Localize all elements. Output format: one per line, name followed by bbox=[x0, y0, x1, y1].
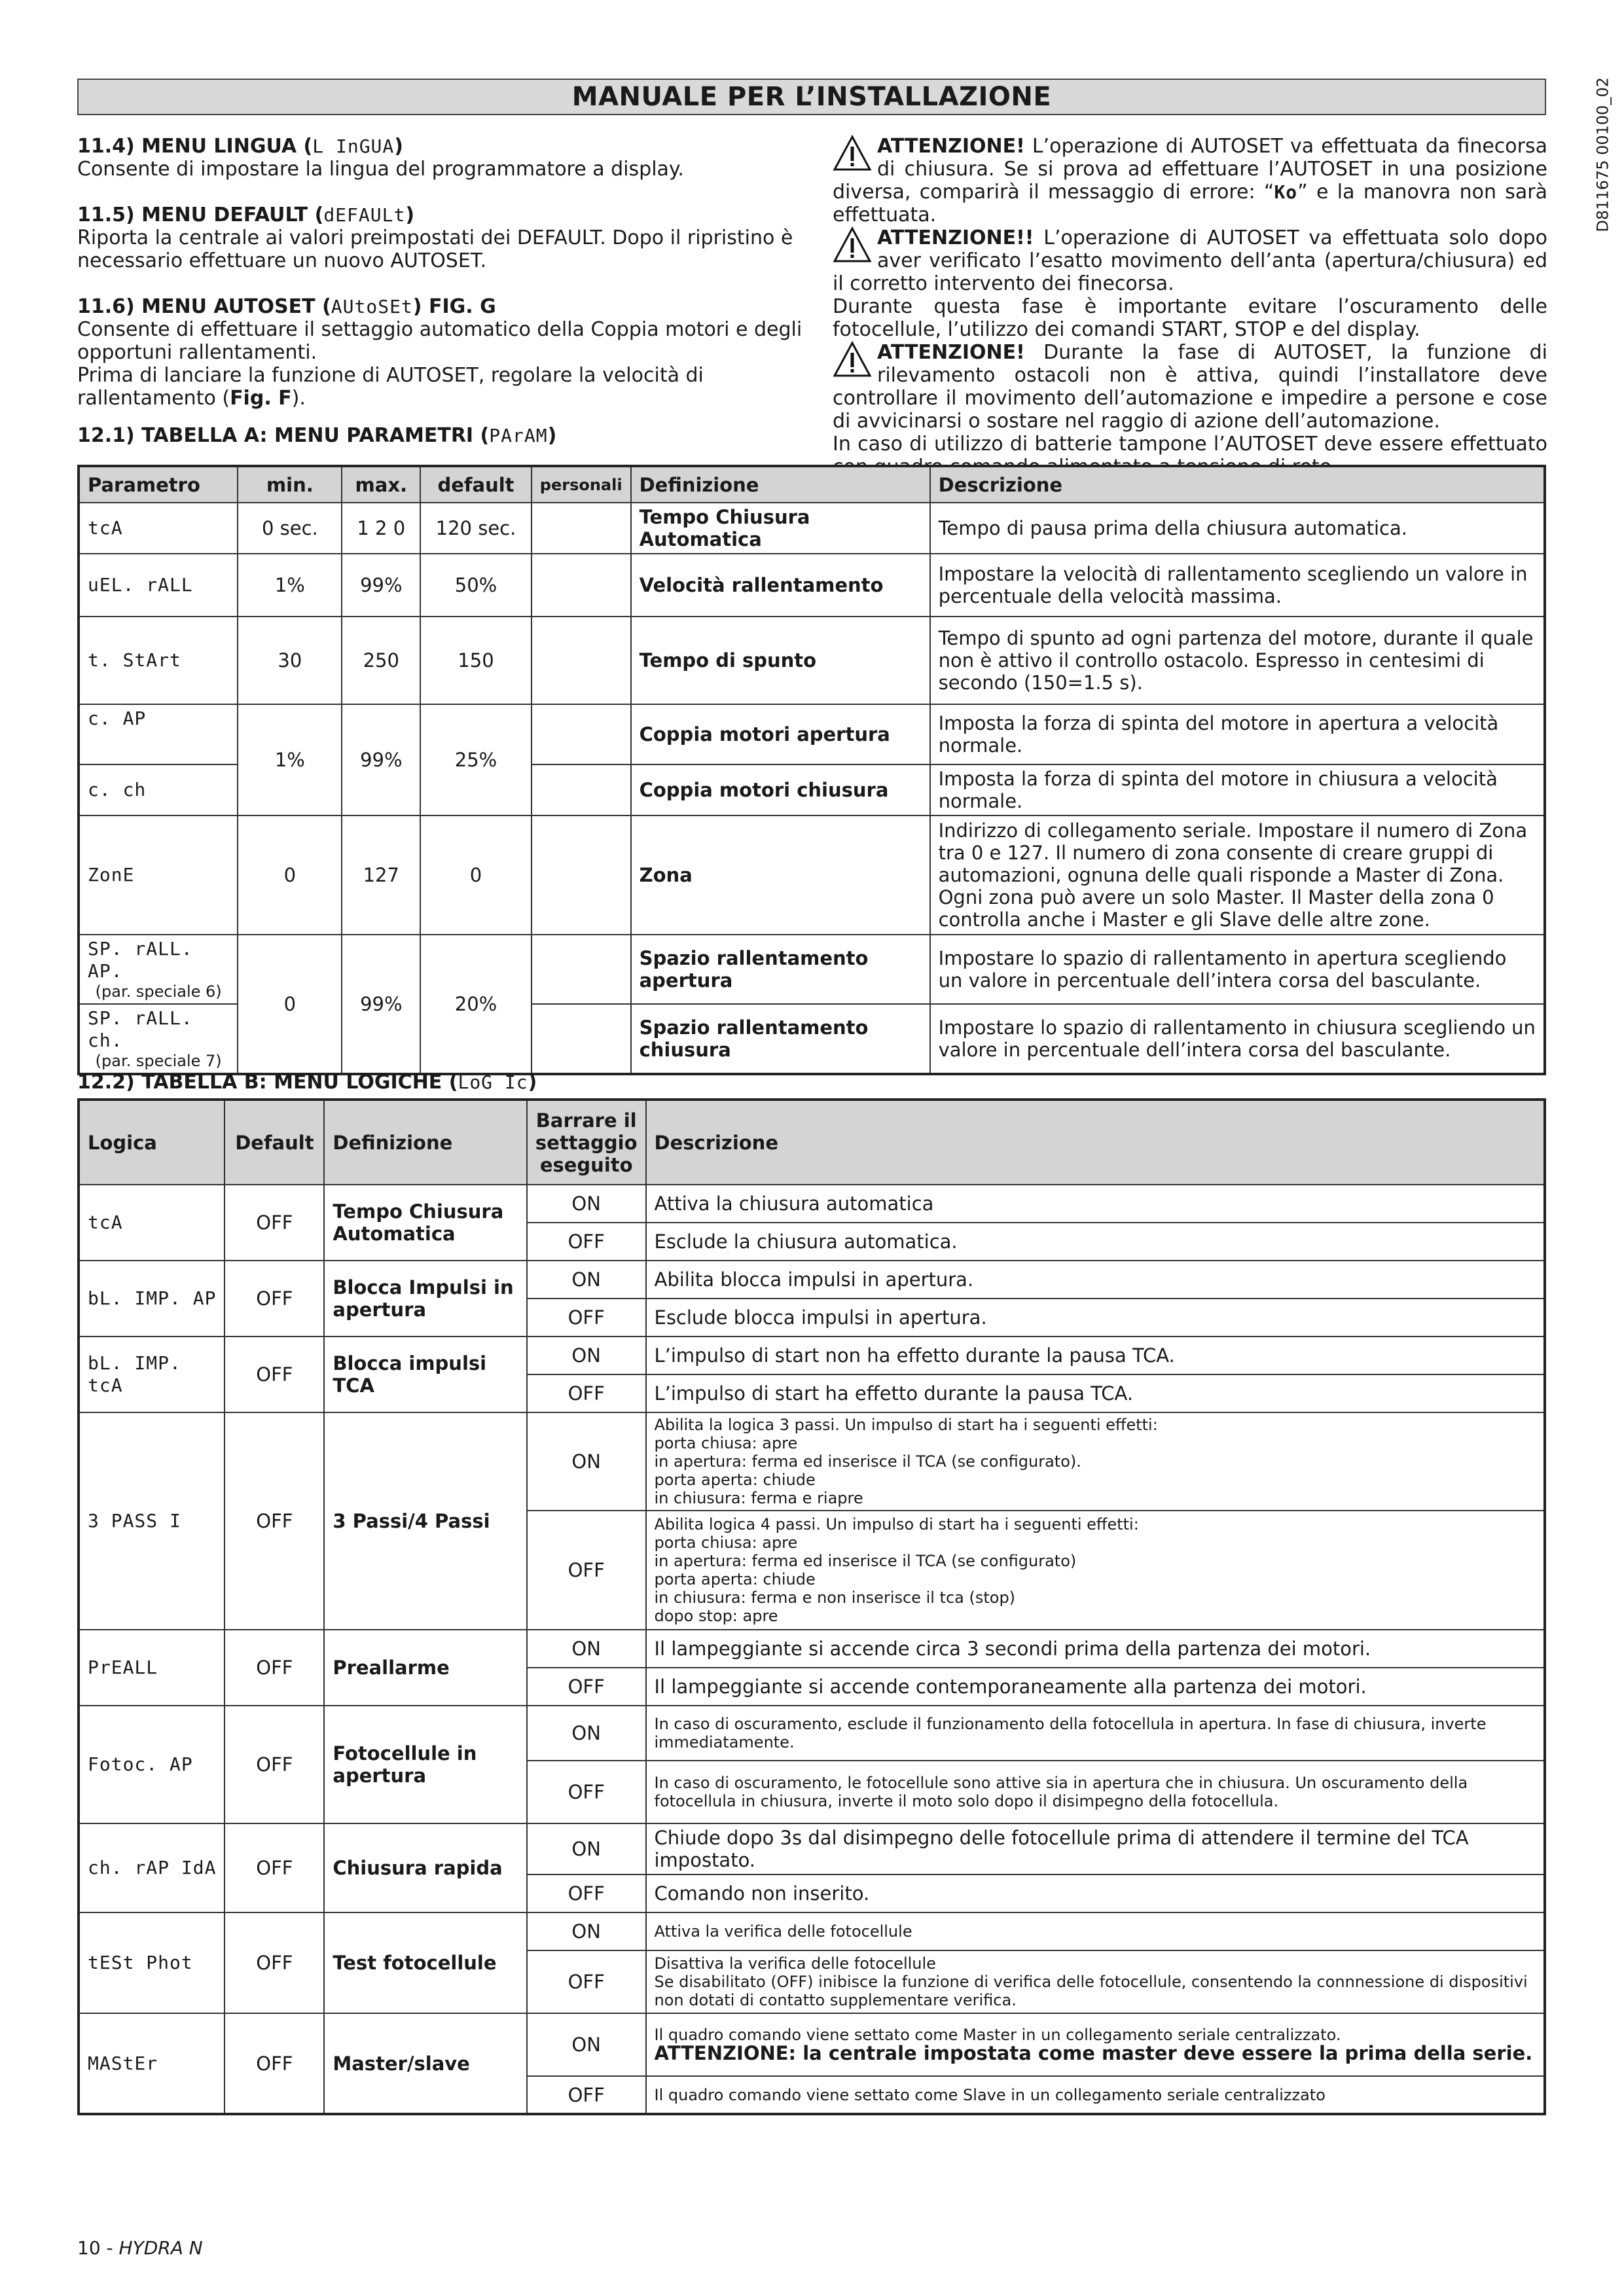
option-off[interactable]: OFF bbox=[527, 1950, 646, 2013]
logic-definition: Blocca Impulsi in apertura bbox=[324, 1261, 527, 1336]
table-row bbox=[79, 554, 1545, 617]
option-on[interactable]: ON bbox=[527, 1412, 646, 1511]
table-row bbox=[79, 1412, 1545, 1511]
logic-code: Fotoc. AP bbox=[79, 1706, 225, 1823]
param-max: 127 bbox=[342, 816, 420, 935]
table-row bbox=[79, 2013, 1545, 2076]
param-definition: Zona bbox=[631, 816, 930, 935]
header-descrizione: Descrizione bbox=[930, 466, 1545, 503]
table-b-logics bbox=[77, 1098, 1546, 2115]
table-row bbox=[79, 1261, 1545, 1299]
logic-default: OFF bbox=[225, 2013, 324, 2114]
param-max: 250 bbox=[342, 617, 420, 704]
param-definition: Tempo di spunto bbox=[631, 617, 930, 704]
param-max: 99% bbox=[342, 935, 420, 1074]
description-text: L’impulso di start non ha effetto durante la pausa TCA. bbox=[654, 1344, 1175, 1367]
description-text: Comando non inserito. bbox=[654, 1882, 870, 1905]
table-row bbox=[79, 1336, 1545, 1374]
param-personal[interactable] bbox=[532, 554, 631, 617]
logic-default: OFF bbox=[225, 1912, 324, 2013]
param-definition: Coppia motori apertura bbox=[631, 704, 930, 764]
option-off-description bbox=[646, 1950, 1545, 2013]
param-code: SP. rALL. ch. bbox=[88, 1007, 193, 1051]
section-11-6-title: 11.6) MENU AUTOSET (AUtoSEt) FIG. G bbox=[77, 295, 496, 318]
header-definizione: Definizione bbox=[631, 466, 930, 503]
table-row bbox=[79, 704, 1545, 764]
logic-definition: Blocca impulsi TCA bbox=[324, 1336, 527, 1412]
logic-definition: Preallarme bbox=[324, 1630, 527, 1706]
logic-code: tcA bbox=[79, 1185, 225, 1261]
param-description: Impostare lo spazio di rallentamento in apertura scegliendo un valore in percentuale dell’intera corsa del basculante. bbox=[930, 935, 1545, 1004]
logic-code: bL. IMP. AP bbox=[79, 1261, 225, 1336]
table-row bbox=[79, 1823, 1545, 1874]
param-min: 0 bbox=[238, 935, 342, 1074]
table-row bbox=[79, 816, 1545, 935]
table-b-title: 12.2) TABELLA B: MENU LOGICHE (LoG Ic) bbox=[77, 1071, 537, 1094]
option-off-description bbox=[646, 2076, 1545, 2114]
param-code: uEL. rALL bbox=[79, 554, 238, 617]
option-off[interactable]: OFF bbox=[527, 1874, 646, 1912]
option-on-description bbox=[646, 1336, 1545, 1374]
logic-definition: Test fotocellule bbox=[324, 1912, 527, 2013]
option-on-description bbox=[646, 1185, 1545, 1223]
param-min: 30 bbox=[238, 617, 342, 704]
param-code: c. AP bbox=[79, 704, 238, 764]
param-description: Tempo di spunto ad ogni partenza del motore, durante il quale non è attivo il controllo ostacolo. Espresso in centesimi di secondo (150=1.5 s). bbox=[930, 617, 1545, 704]
option-off[interactable]: OFF bbox=[527, 1223, 646, 1261]
logic-definition: Tempo Chiusura Automatica bbox=[324, 1185, 527, 1261]
param-default: 50% bbox=[420, 554, 532, 617]
param-definition: Coppia motori chiusura bbox=[631, 764, 930, 816]
logic-definition: Fotocellule in apertura bbox=[324, 1706, 527, 1823]
logic-default: OFF bbox=[225, 1823, 324, 1912]
param-definition: Spazio rallentamento apertura bbox=[631, 935, 930, 1004]
table-row bbox=[79, 1706, 1545, 1761]
param-default: 20% bbox=[420, 935, 532, 1074]
page-title: MANUALE PER L’INSTALLAZIONE bbox=[571, 82, 1052, 112]
header-parametro: Parametro bbox=[79, 466, 238, 503]
header-default: default bbox=[420, 466, 532, 503]
param-description: Imposta la forza di spinta del motore in chiusura a velocità normale. bbox=[930, 764, 1545, 816]
param-default: 150 bbox=[420, 617, 532, 704]
option-off[interactable]: OFF bbox=[527, 1299, 646, 1336]
option-off-description bbox=[646, 1374, 1545, 1412]
logic-definition: 3 Passi/4 Passi bbox=[324, 1412, 527, 1630]
description-text: In caso di oscuramento, esclude il funzionamento della fotocellula in apertura. In fase di chiusura, inverte immediatamente. bbox=[654, 1715, 1487, 1751]
option-off[interactable]: OFF bbox=[527, 1761, 646, 1823]
header-logica: Logica bbox=[79, 1100, 225, 1185]
table-a-parameters bbox=[77, 465, 1546, 1075]
option-on[interactable]: ON bbox=[527, 1336, 646, 1374]
option-on[interactable]: ON bbox=[527, 2013, 646, 2076]
param-code: tcA bbox=[79, 503, 238, 554]
left-column bbox=[77, 135, 804, 447]
param-definition: Velocità rallentamento bbox=[631, 554, 930, 617]
param-default: 0 bbox=[420, 816, 532, 935]
param-min: 0 sec. bbox=[238, 503, 342, 554]
logic-default: OFF bbox=[225, 1706, 324, 1823]
logic-default: OFF bbox=[225, 1336, 324, 1412]
section-11-4-title: 11.4) MENU LINGUA (L InGUA) bbox=[77, 135, 403, 158]
param-note: (par. speciale 7) bbox=[95, 1052, 222, 1070]
description-text: Abilita blocca impulsi in apertura. bbox=[654, 1268, 974, 1291]
description-text: Attiva la verifica delle fotocellule bbox=[654, 1922, 912, 1941]
description-text: Abilita logica 4 passi. Un impulso di start ha i seguenti effetti: porta chiusa: apre in apertura: ferma ed inserisce il TCA (se configurato) porta aperta: chiude in chiusura: ferma e non inserisce il tca (stop) dopo stop: apre bbox=[654, 1515, 1139, 1625]
section-11-5-text: Riporta la centrale ai valori preimpostati dei DEFAULT. Dopo il ripristino è necessario effettuare un nuovo AUTOSET. bbox=[77, 226, 793, 272]
autoset-photocell-note: Durante questa fase è importante evitare l’oscuramento delle fotocellule, l’utilizzo dei comandi START, STOP e del display. bbox=[833, 295, 1547, 341]
description-text: Esclude blocca impulsi in apertura. bbox=[654, 1306, 987, 1329]
description-text: Attiva la chiusura automatica bbox=[654, 1193, 934, 1215]
option-on-description bbox=[646, 1412, 1545, 1511]
param-definition: Tempo Chiusura Automatica bbox=[631, 503, 930, 554]
logic-code: PrEALL bbox=[79, 1630, 225, 1706]
logic-definition: Chiusura rapida bbox=[324, 1823, 527, 1912]
logic-default: OFF bbox=[225, 1261, 324, 1336]
param-default: 25% bbox=[420, 704, 532, 816]
header-min: min. bbox=[238, 466, 342, 503]
option-off-description bbox=[646, 1223, 1545, 1261]
option-on-description bbox=[646, 1706, 1545, 1761]
param-description: Imposta la forza di spinta del motore in apertura a velocità normale. bbox=[930, 704, 1545, 764]
warning-autoset-position: ATTENZIONE! L’operazione di AUTOSET va effettuata da finecorsa di chiusura. Se si prova ad effettuare l’AUTOSET in una posizione diversa, comparirà il messaggio di errore: “Ko” e la manovra non sarà effettuata. bbox=[833, 135, 1548, 226]
option-off-description bbox=[646, 1511, 1545, 1630]
param-definition: Spazio rallentamento chiusura bbox=[631, 1004, 930, 1074]
master-warning: ATTENZIONE: la centrale impostata come master deve essere la prima della serie. bbox=[654, 2042, 1533, 2064]
warning-autoset-verify: ATTENZIONE!! L’operazione di AUTOSET va effettuata solo dopo aver verificato l’esatto movimento dell’anta (apertura/chiusura) ed il corretto intervento dei finecorsa. bbox=[833, 226, 1547, 295]
description-text: In caso di oscuramento, le fotocellule sono attive sia in apertura che in chiusura. Un oscuramento della fotocellula in chiusura, inverte il moto solo dopo il disimpegno della fotocellula. bbox=[654, 1774, 1468, 1810]
option-on-description bbox=[646, 1823, 1545, 1874]
param-code-cell bbox=[79, 935, 238, 1004]
header-definizione: Definizione bbox=[324, 1100, 527, 1185]
param-description: Impostare lo spazio di rallentamento in chiusura scegliendo un valore in percentuale dell’intera corsa del basculante. bbox=[930, 1004, 1545, 1074]
option-on[interactable]: ON bbox=[527, 1261, 646, 1299]
param-max: 1 2 0 bbox=[342, 503, 420, 554]
table-row bbox=[79, 935, 1545, 1004]
param-description: Impostare la velocità di rallentamento scegliendo un valore in percentuale della velocità massima. bbox=[930, 554, 1545, 617]
param-personal[interactable] bbox=[532, 1004, 631, 1074]
logic-code: bL. IMP. tcA bbox=[79, 1336, 225, 1412]
param-personal[interactable] bbox=[532, 935, 631, 1004]
table-row bbox=[79, 617, 1545, 704]
param-description: Tempo di pausa prima della chiusura automatica. bbox=[930, 503, 1545, 554]
logic-code: MAStEr bbox=[79, 2013, 225, 2114]
logic-code: ch. rAP IdA bbox=[79, 1823, 225, 1912]
option-off[interactable]: OFF bbox=[527, 1511, 646, 1630]
warning-triangle-icon bbox=[833, 135, 872, 171]
header-max: max. bbox=[342, 466, 420, 503]
section-11-6-note: Prima di lanciare la funzione di AUTOSET, regolare la velocità di rallentamento (Fig. F). bbox=[77, 364, 704, 410]
section-11-6-text: Consente di effettuare il settaggio automatico della Coppia motori e degli opportuni rallentamenti. bbox=[77, 318, 803, 364]
option-off[interactable]: OFF bbox=[527, 2076, 646, 2114]
option-off-description bbox=[646, 1761, 1545, 1823]
header-descrizione: Descrizione bbox=[646, 1100, 1545, 1185]
param-min: 1% bbox=[238, 554, 342, 617]
logic-definition: Master/slave bbox=[324, 2013, 527, 2114]
param-personal[interactable] bbox=[532, 704, 631, 764]
option-on[interactable]: ON bbox=[527, 1823, 646, 1874]
description-text: L’impulso di start ha effetto durante la pausa TCA. bbox=[654, 1382, 1134, 1405]
description-text: Chiude dopo 3s dal disimpegno delle fotocellule prima di attendere il termine del TCA impostato. bbox=[654, 1827, 1469, 1871]
header-barrare: Barrare il settaggio eseguito bbox=[527, 1100, 646, 1185]
param-default: 120 sec. bbox=[420, 503, 532, 554]
warning-triangle-icon bbox=[833, 341, 872, 378]
param-personal[interactable] bbox=[532, 764, 631, 816]
param-code: ZonE bbox=[79, 816, 238, 935]
table-row bbox=[79, 1912, 1545, 1950]
param-max: 99% bbox=[342, 704, 420, 816]
description-text: Esclude la chiusura automatica. bbox=[654, 1230, 958, 1253]
option-off-description bbox=[646, 1874, 1545, 1912]
option-on-description bbox=[646, 1912, 1545, 1950]
param-personal[interactable] bbox=[532, 503, 631, 554]
description-text: Il lampeggiante si accende contemporaneamente alla partenza dei motori. bbox=[654, 1676, 1367, 1698]
section-11-4-text: Consente di impostare la lingua del programmatore a display. bbox=[77, 158, 684, 181]
battery-note: In caso di utilizzo di batterie tampone l’AUTOSET deve essere effettuato bbox=[833, 433, 1547, 456]
option-off[interactable]: OFF bbox=[527, 1374, 646, 1412]
option-on[interactable]: ON bbox=[527, 1912, 646, 1950]
document-code: D811675 00100_02 bbox=[1594, 77, 1612, 232]
param-code: SP. rALL. AP. bbox=[88, 938, 193, 982]
param-description: Indirizzo di collegamento seriale. Impostare il numero di Zona tra 0 e 127. Il numero di zona consente di creare gruppi di automazioni, ognuna delle quali risponde a Master di Zona. Ogni zona può avere un solo Master. Il Master della zona 0 controlla anche i Master e gli Slave delle altre zone. bbox=[930, 816, 1545, 935]
param-personal[interactable] bbox=[532, 816, 631, 935]
option-on[interactable]: ON bbox=[527, 1185, 646, 1223]
table-a-title: 12.1) TABELLA A: MENU PARAMETRI (PArAM) bbox=[77, 424, 557, 447]
param-code: c. ch bbox=[79, 764, 238, 816]
logic-default: OFF bbox=[225, 1185, 324, 1261]
logic-code: tESt Phot bbox=[79, 1912, 225, 2013]
description-text: Abilita la logica 3 passi. Un impulso di start ha i seguenti effetti: porta chiusa: apre in apertura: ferma ed inserisce il TCA (se configurato). porta aperta: chiude in chiusura: ferma e riapre bbox=[654, 1416, 1158, 1507]
description-text: Il quadro comando viene settato come Slave in un collegamento seriale centralizzato bbox=[654, 2085, 1326, 2104]
description-text: Disattiva la verifica delle fotocellule Se disabilitato (OFF) inibisce la funzione di verifica delle fotocellule, consentendo la connnessione di dispositivi non dotati di contatto supplementare verifica. bbox=[654, 1954, 1528, 2009]
param-min: 0 bbox=[238, 816, 342, 935]
description-text: Il lampeggiante si accende circa 3 secondi prima della partenza dei motori. bbox=[654, 1638, 1371, 1660]
param-code-cell bbox=[79, 1004, 238, 1074]
option-on-description bbox=[646, 2013, 1545, 2076]
option-off[interactable]: OFF bbox=[527, 1668, 646, 1706]
param-code: t. StArt bbox=[79, 617, 238, 704]
option-on[interactable]: ON bbox=[527, 1630, 646, 1668]
param-max: 99% bbox=[342, 554, 420, 617]
param-note: (par. speciale 6) bbox=[95, 982, 222, 1001]
logic-code: 3 PASS I bbox=[79, 1412, 225, 1630]
option-off-description bbox=[646, 1299, 1545, 1336]
option-off-description bbox=[646, 1668, 1545, 1706]
logic-default: OFF bbox=[225, 1630, 324, 1706]
option-on[interactable]: ON bbox=[527, 1706, 646, 1761]
table-row bbox=[79, 1185, 1545, 1223]
warning-triangle-icon bbox=[833, 226, 872, 263]
page-footer: 10 - HYDRA N bbox=[77, 2237, 203, 2259]
option-on-description bbox=[646, 1630, 1545, 1668]
param-min: 1% bbox=[238, 704, 342, 816]
logic-default: OFF bbox=[225, 1412, 324, 1630]
option-on-description bbox=[646, 1261, 1545, 1299]
param-personal[interactable] bbox=[532, 617, 631, 704]
right-column bbox=[833, 135, 1547, 478]
description-text: Il quadro comando viene settato come Master in un collegamento seriale centralizzato. bbox=[654, 2026, 1341, 2044]
table-row bbox=[79, 1630, 1545, 1668]
header-default: Default bbox=[225, 1100, 324, 1185]
header-personali: personali bbox=[532, 466, 631, 503]
section-11-5-title: 11.5) MENU DEFAULT (dEFAULt) bbox=[77, 204, 415, 226]
table-row bbox=[79, 503, 1545, 554]
warning-obstacle-detection: ATTENZIONE! Durante la fase di AUTOSET, la funzione di rilevamento ostacoli non è attiva, quindi l’installatore deve controllare il movimento dell’automazione e impedire a persone e cose di avvicinarsi o sostare nel raggio di azione dell’automazione. bbox=[833, 341, 1547, 433]
